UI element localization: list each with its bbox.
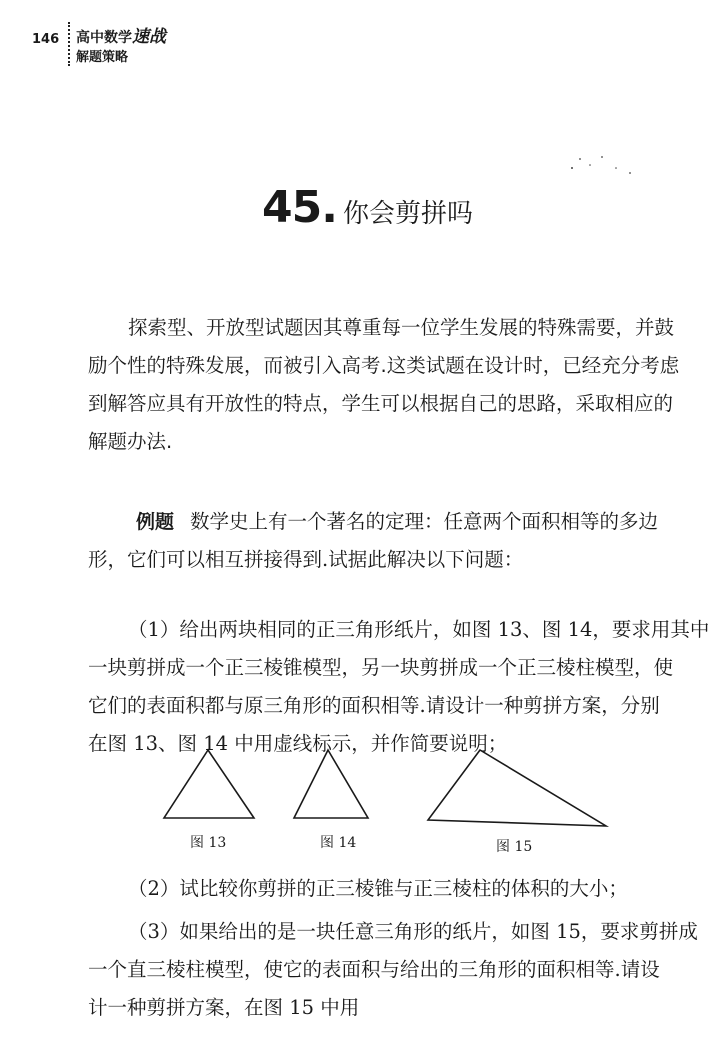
example-intro-line: 形，它们可以相互拼接得到.试据此解决以下问题： [88,548,524,571]
question-1-line: （1）给出两块相同的正三角形纸片，如图 13、图 14，要求用其中 [128,618,710,641]
question-3-line: （3）如果给出的是一块任意三角形的纸片，如图 15，要求剪拼成 [128,920,698,943]
figure-15-triangle [424,748,610,830]
intro-paragraph [88,309,688,461]
series-title-text: 高中数学 [76,30,132,46]
intro-line: 励个性的特殊发展，而被引入高考.这类试题在设计时，已经充分考虑 [88,354,680,377]
question-3-line: 计一种剪拼方案，在图 15 中用 [88,996,360,1019]
example-intro [88,503,688,579]
intro-line: 到解答应具有开放性的特点，学生可以根据自己的思路，采取相应的 [88,392,674,415]
header-divider [68,22,70,66]
question-1-line: 一块剪拼成一个正三棱锥模型，另一块剪拼成一个正三棱柱模型，使 [88,656,674,679]
intro-line: 探索型、开放型试题因其尊重每一位学生发展的特殊需要，并鼓 [128,316,675,339]
question-1-line: 在图 13、图 14 中用虚线标示，并作简要说明； [88,732,508,755]
example-intro-text: 数学史上有一个著名的定理：任意两个面积相等的多边 [190,510,659,533]
figure-14-triangle [290,748,374,824]
question-3-line: 一个直三棱柱模型，使它的表面积与给出的三角形的面积相等.请设 [88,958,660,981]
series-subtitle: 解题策略 [76,50,129,65]
print-specks-decoration [568,154,638,178]
example-intro-line [88,503,688,541]
figure-14-caption: 图 14 [320,835,357,851]
question-2 [88,870,688,908]
question-2-line: （2）试比较你剪拼的正三棱锥与正三棱柱的体积的大小； [128,877,628,900]
chapter-title: 你会剪拼吗 [342,199,473,229]
figure-13-caption: 图 13 [190,835,227,851]
example-label: 例题 [136,511,175,533]
question-3 [88,913,698,1027]
question-1 [88,611,710,763]
intro-line: 解题办法. [88,430,173,453]
figure-15-caption: 图 15 [496,839,533,855]
chapter-number: 45. [262,182,337,233]
page-number: 146 [32,32,60,47]
question-1-line: 它们的表面积都与原三角形的面积相等.请设计一种剪拼方案，分别 [88,694,660,717]
figure-13-triangle [160,748,260,824]
series-title [76,22,166,47]
series-title-accent: 速战 [132,27,166,47]
chapter-heading [262,182,473,233]
